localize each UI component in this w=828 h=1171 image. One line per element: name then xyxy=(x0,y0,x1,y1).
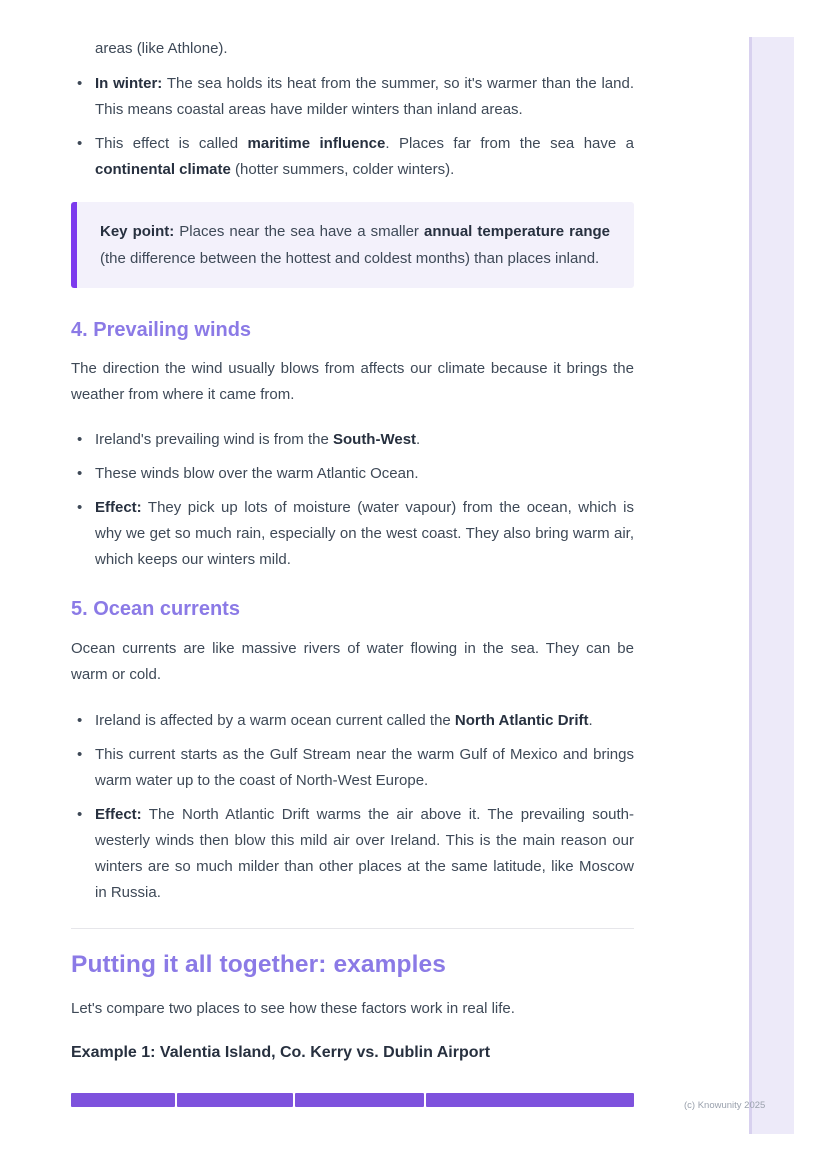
list-item: • In winter: The sea holds its heat from the summer, so it's warmer than the land. This means coastal areas have milder winters than inland areas. xyxy=(71,71,634,123)
bullet-list-ocean-currents xyxy=(71,708,634,906)
list-item: • These winds blow over the warm Atlantic Ocean. xyxy=(71,461,634,487)
key-point-callout xyxy=(71,202,634,288)
key-point-text: Key point: Places near the sea have a smaller annual temperature range (the difference between the hottest and coldest months) than places inland. xyxy=(100,223,610,267)
table-header-cell xyxy=(177,1093,293,1107)
section-heading-ocean-currents: 5. Ocean currents xyxy=(71,598,240,620)
paragraph: Let's compare two places to see how these factors work in real life. xyxy=(71,1000,515,1017)
list-item: • Ireland is affected by a warm ocean current called the North Atlantic Drift. xyxy=(71,708,634,734)
copyright-watermark: (c) Knowunity 2025 xyxy=(684,1100,766,1111)
table-header-cell xyxy=(426,1093,634,1107)
table-header-cell xyxy=(295,1093,424,1107)
list-item: • Effect: They pick up lots of moisture (water vapour) from the ocean, which is why we get so much rain, especially on the west coast. They also bring warm air, which keeps our winters mild. xyxy=(71,495,634,573)
content-column xyxy=(71,36,634,1107)
table-header-cell xyxy=(71,1093,175,1107)
section-heading-prevailing-winds: 4. Prevailing winds xyxy=(71,319,252,341)
list-item: • This effect is called maritime influence. Places far from the sea have a continental climate (hotter summers, colder winters). xyxy=(71,131,634,183)
next-page-edge xyxy=(749,37,794,1134)
section-divider xyxy=(71,928,634,929)
bullet-list-prevailing-winds xyxy=(71,427,634,573)
list-item: • Ireland's prevailing wind is from the South-West. xyxy=(71,427,634,453)
list-item: • This current starts as the Gulf Stream near the warm Gulf of Mexico and brings warm water up to the coast of North-West Europe. xyxy=(71,742,634,794)
example-title: Example 1: Valentia Island, Co. Kerry vs. Dublin Airport xyxy=(71,1044,491,1061)
continuation-text: areas (like Athlone). xyxy=(95,40,228,57)
paragraph: The direction the wind usually blows from affects our climate because it brings the weather from where it came from. xyxy=(71,360,634,403)
summary-heading: Putting it all together: examples xyxy=(71,951,446,978)
bullet-list-maritime xyxy=(71,71,634,183)
table-header-row xyxy=(71,1093,634,1107)
list-item: • Effect: The North Atlantic Drift warms the air above it. The prevailing south-westerly winds then blow this mild air over Ireland. This is the main reason our winters are so much milder than other places at the same latitude, like Moscow in Russia. xyxy=(71,802,634,906)
paragraph: Ocean currents are like massive rivers of water flowing in the sea. They can be warm or cold. xyxy=(71,640,634,683)
